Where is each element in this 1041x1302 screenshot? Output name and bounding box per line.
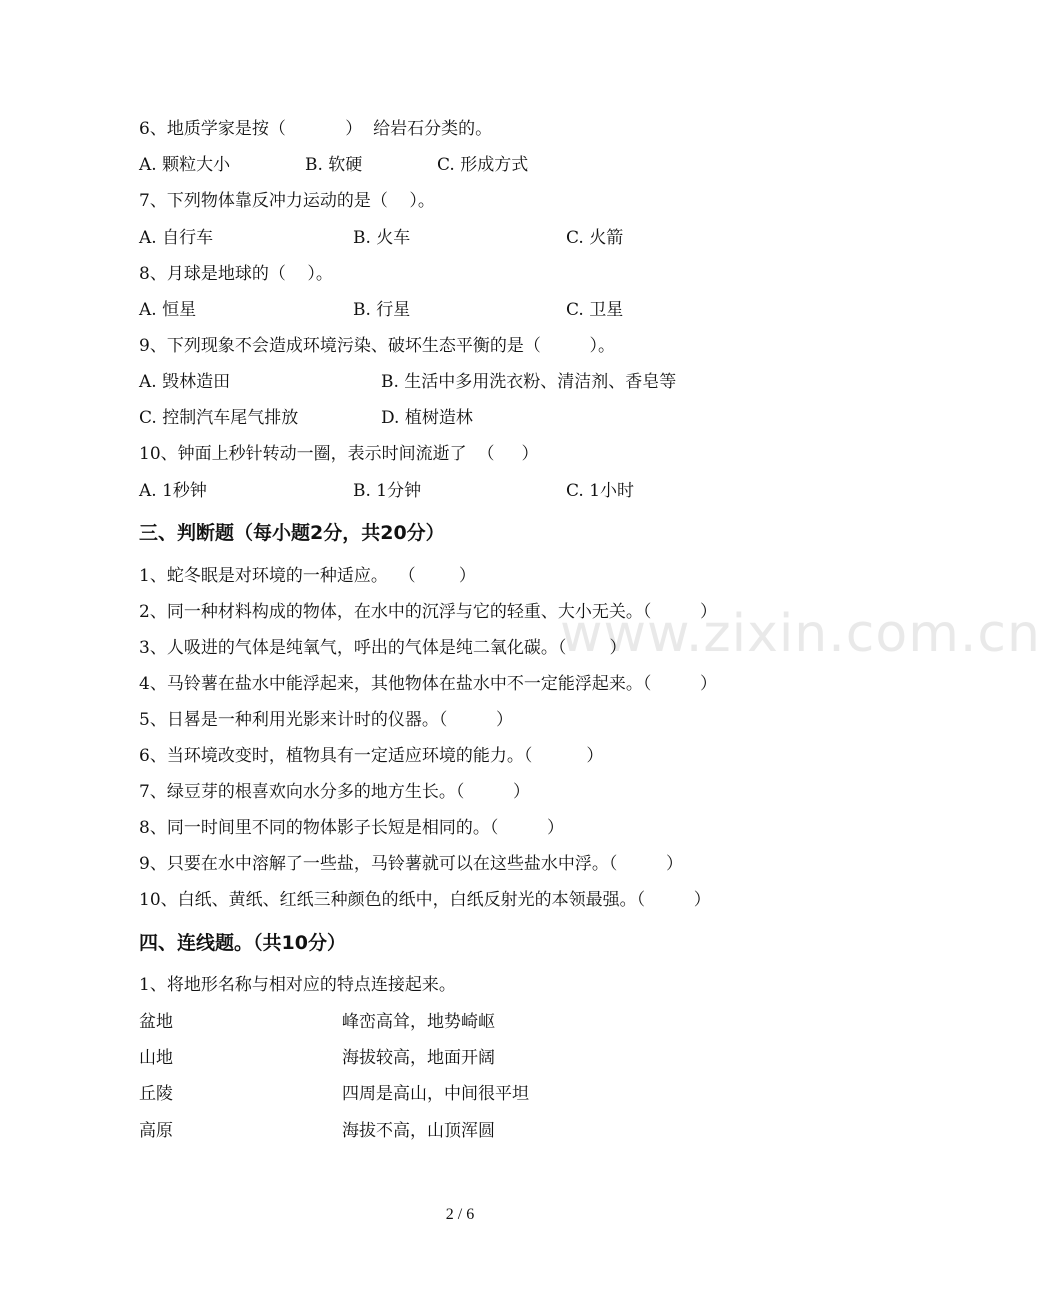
judgement-item: 8、同一时间里不同的物体影子长短是相同的。（ ）	[139, 818, 564, 838]
section-title-judgement: 三、判断题（每小题2分，共20分）	[139, 522, 445, 544]
question-7: 7、下列物体靠反冲力运动的是（ ）。	[139, 191, 435, 211]
judgement-item: 7、绿豆芽的根喜欢向水分多的地方生长。（ ）	[139, 782, 530, 802]
option: C. 形成方式	[437, 155, 529, 175]
option: A. 恒星	[139, 300, 197, 320]
terrain-name: 山地	[139, 1048, 173, 1068]
terrain-feature: 海拔不高，山顶浑圆	[342, 1121, 495, 1141]
judgement-item: 9、只要在水中溶解了一些盐，马铃薯就可以在这些盐水中浮。（ ）	[139, 854, 683, 874]
option: B. 生活中多用洗衣粉、清洁剂、香皂等	[381, 372, 677, 392]
option: A. 自行车	[139, 228, 214, 248]
option: D. 植树造林	[381, 408, 473, 428]
option: C. 控制汽车尾气排放	[139, 408, 299, 428]
watermark: www.zixin.com.cn	[560, 604, 1041, 664]
terrain-name: 盆地	[139, 1012, 173, 1032]
option: C. 火箭	[566, 228, 624, 248]
judgement-item: 6、当环境改变时，植物具有一定适应环境的能力。（ ）	[139, 746, 604, 766]
question-6: 6、地质学家是按（ ） 给岩石分类的。	[139, 119, 493, 139]
option: C. 1小时	[566, 481, 635, 501]
option: B. 行星	[353, 300, 411, 320]
option: A. 1秒钟	[139, 481, 207, 501]
question-8: 8、月球是地球的（ ）。	[139, 264, 333, 284]
judgement-item: 3、人吸进的气体是纯氧气，呼出的气体是纯二氧化碳。（ ）	[139, 638, 627, 658]
terrain-feature: 峰峦高耸，地势崎岖	[342, 1012, 495, 1032]
option: B. 1分钟	[353, 481, 422, 501]
judgement-item: 2、同一种材料构成的物体，在水中的沉浮与它的轻重、大小无关。（ ）	[139, 602, 717, 622]
judgement-item: 5、日晷是一种利用光影来计时的仪器。（ ）	[139, 710, 513, 730]
terrain-feature: 四周是高山，中间很平坦	[342, 1084, 529, 1104]
option: A. 毁林造田	[139, 372, 231, 392]
question-9: 9、下列现象不会造成环境污染、破坏生态平衡的是（ ）。	[139, 336, 615, 356]
terrain-name: 高原	[139, 1121, 173, 1141]
page-number: 2 / 6	[445, 1206, 475, 1223]
judgement-item: 4、马铃薯在盐水中能浮起来，其他物体在盐水中不一定能浮起来。（ ）	[139, 674, 717, 694]
matching-instruction: 1、将地形名称与相对应的特点连接起来。	[139, 975, 456, 995]
section-title-matching: 四、连线题。（共10分）	[139, 932, 346, 954]
terrain-name: 丘陵	[139, 1084, 173, 1104]
judgement-item: 1、蛇冬眠是对环境的一种适应。 （ ）	[139, 566, 476, 586]
option: B. 软硬	[305, 155, 363, 175]
judgement-item: 10、白纸、黄纸、红纸三种颜色的纸中，白纸反射光的本领最强。（ ）	[139, 890, 711, 910]
question-10: 10、钟面上秒针转动一圈，表示时间流逝了 （ ）	[139, 444, 539, 464]
option: C. 卫星	[566, 300, 624, 320]
option: B. 火车	[353, 228, 411, 248]
option: A. 颗粒大小	[139, 155, 231, 175]
terrain-feature: 海拔较高，地面开阔	[342, 1048, 495, 1068]
